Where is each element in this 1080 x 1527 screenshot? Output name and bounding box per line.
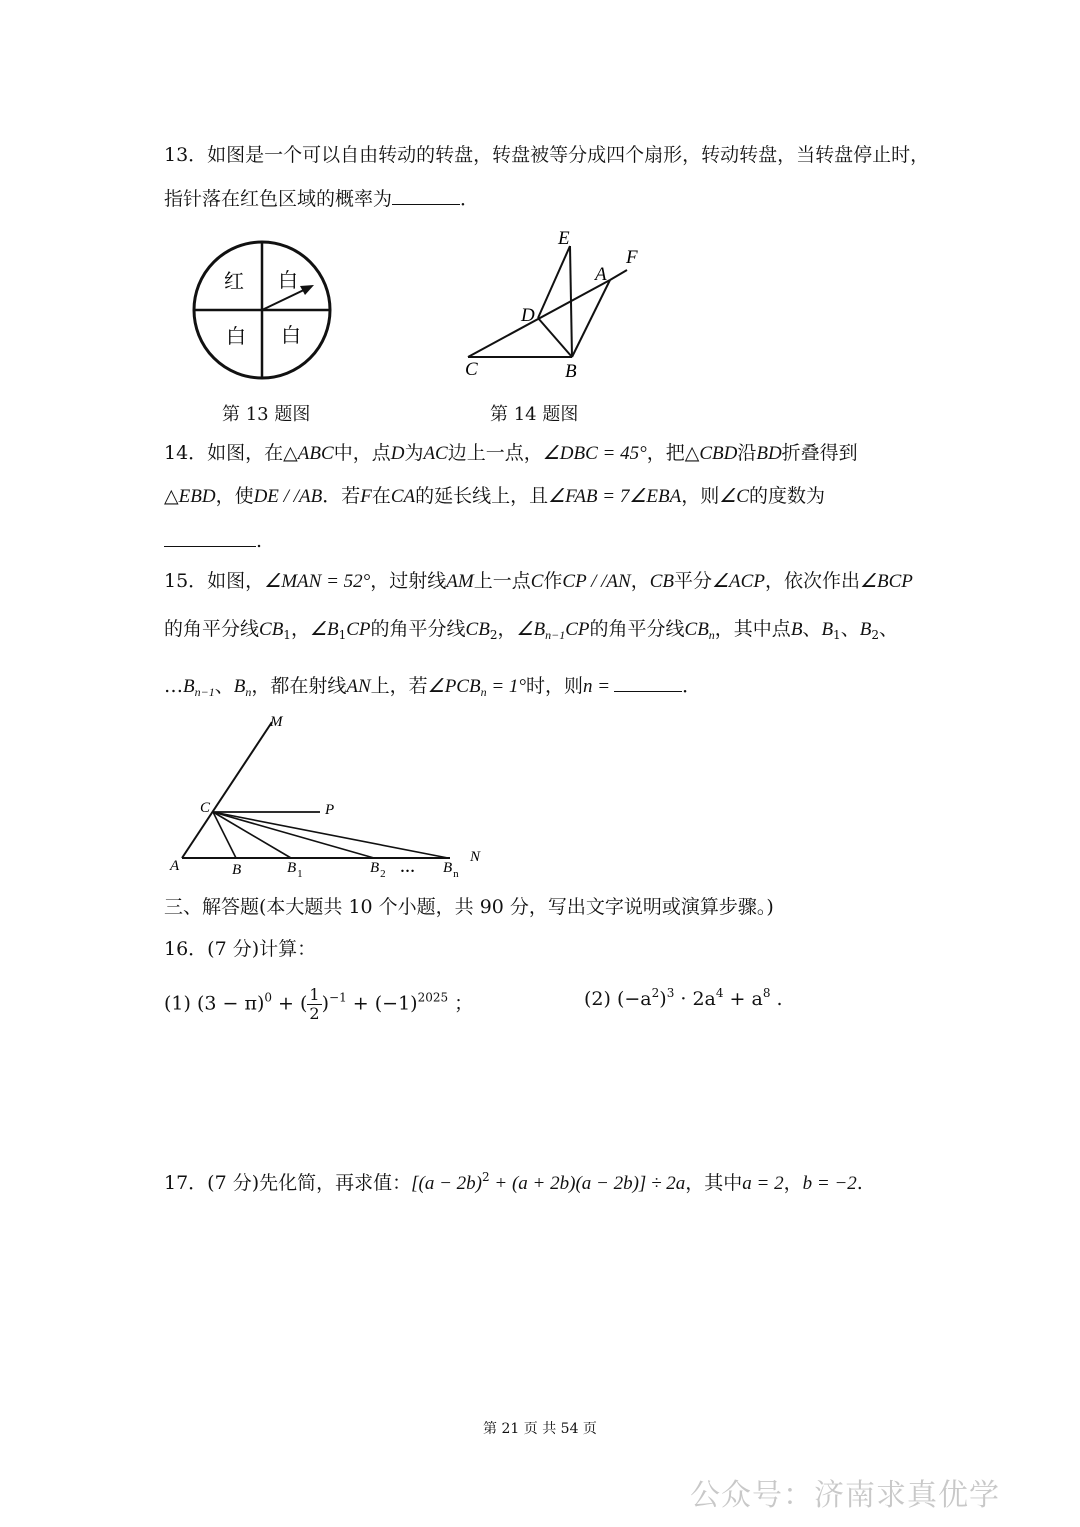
q15-answer-blank <box>614 673 682 692</box>
label-B: B <box>232 862 242 878</box>
label-dots: … <box>400 860 415 876</box>
q15-line1: 15．如图，∠MAN = 52°，过射线AM上一点C作CP / /AN，CB平分∠ACP，依次作出∠BCP <box>164 570 913 592</box>
q17-line: 17．(7 分)先化简，再求值：$[(a - 2b)^2 + (a + 2b)(a - 2b)] \div 2a$，其中a = 2，b = −2. <box>164 1170 863 1194</box>
q13-line2: 指针落在红色区域的概率为 ． <box>164 188 480 210</box>
q16-heading: 16．(7 分)计算： <box>164 938 317 960</box>
q14-line1: 14．如图，在△ABC中，点D为AC边上一点，∠DBC = 45°，把△CBD沿BD折叠得到 <box>164 442 858 464</box>
label-P: P <box>325 802 335 818</box>
q14-caption: 第 14 题图 <box>490 404 579 425</box>
label-N: N <box>470 849 481 865</box>
page-footer: 第 21 页 共 54 页 <box>483 1421 597 1437</box>
q16-part1: (1) $(3 - \pi)^0$ + ( $\frac{1}{2}$ )$^{-1} + (-1)^{2025}$ ； <box>164 985 474 1023</box>
label-B: B <box>565 361 577 382</box>
sector-label-white-1: 白 <box>278 270 298 292</box>
sector-label-white-3: 白 <box>281 325 301 347</box>
label-C: C <box>200 800 211 816</box>
q13-spinner-figure <box>190 238 335 383</box>
q13-caption: 第 13 题图 <box>222 404 311 425</box>
q16-part2: (2) $(-a^2)^3 \cdot 2a^4 + a^8$ . <box>584 986 783 1010</box>
label-C: C <box>465 359 478 380</box>
q15-line3: $\dots B_{n-1}$、$B_n$，都在射线AN上，若$\angle PCB_n = 1^\circ$时，则n = ． <box>164 675 702 699</box>
label-E: E <box>558 228 570 249</box>
label-F: F <box>626 247 638 268</box>
q15-line2: 的角平分线$CB_1$，$\angle B_1CP$的角平分线$CB_2$，$\angle B_{n-1}CP$的角平分线$CB_n$，其中点B、$B_1$、$B_2$、 <box>164 618 898 642</box>
label-D: D <box>521 305 535 326</box>
label-B2: $B_2$ <box>370 860 386 880</box>
label-Bn: $B_n$ <box>443 860 459 880</box>
sector-label-white-2: 白 <box>226 326 246 348</box>
label-M: M <box>270 714 283 730</box>
fraction-one-half: $\frac{1}{2}$ <box>309 985 320 1023</box>
q13-line1: 13．如图是一个可以自由转动的转盘，转盘被等分成四个扇形，转动转盘，当转盘停止时， <box>164 144 930 166</box>
label-A: A <box>170 858 180 874</box>
watermark: 公众号：济南求真优学 <box>690 1478 1000 1513</box>
section3-heading: 三、解答题(本大题共 10 个小题，共 90 分，写出文字说明或演算步骤。) <box>164 896 774 918</box>
q14-line2: △EBD，使DE / /AB．若F在CA的延长线上，且∠FAB = 7∠EBA，则∠C的度数为 <box>164 485 825 507</box>
q14-answer-blank <box>164 528 256 547</box>
q14-line3: . <box>164 528 262 554</box>
q13-answer-blank <box>392 186 460 205</box>
q14-triangle-figure <box>455 222 655 387</box>
q15-angle-figure <box>160 708 500 888</box>
label-B1: $B_1$ <box>287 860 303 880</box>
sector-label-red: 红 <box>224 271 244 293</box>
label-A: A <box>595 264 607 285</box>
